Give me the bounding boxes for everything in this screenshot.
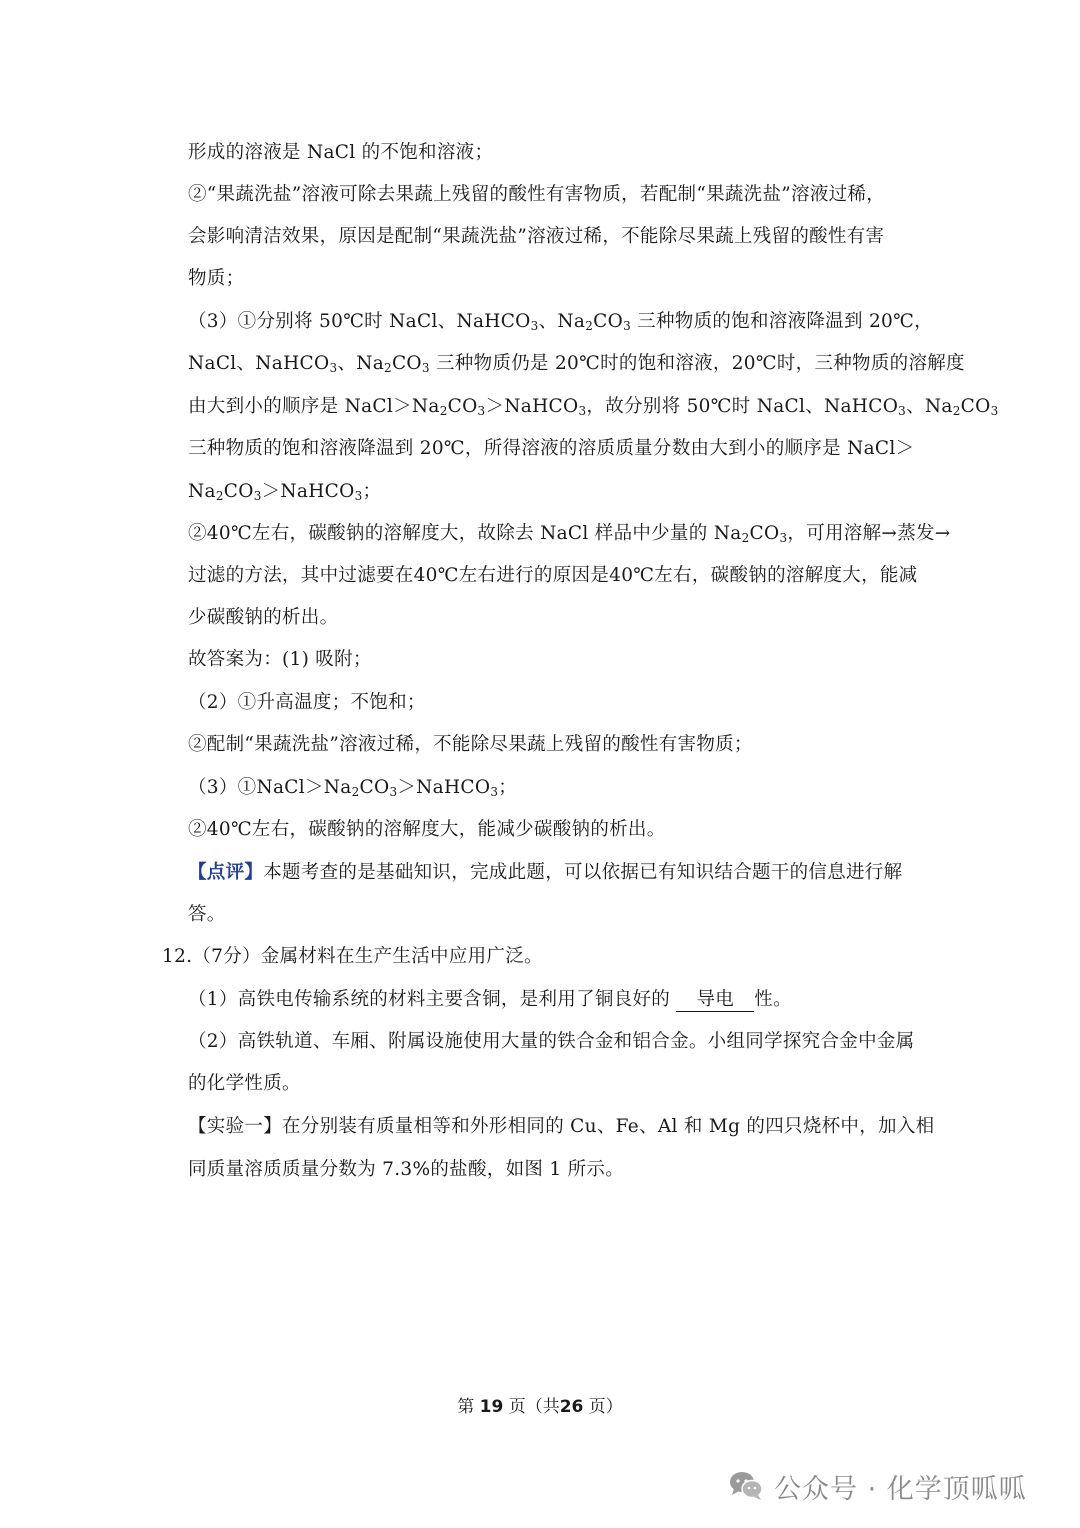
- text-line: 过滤的方法，其中过滤要在40℃左右进行的原因是40℃左右，碳酸钠的溶解度大，能减: [188, 565, 918, 586]
- wechat-icon: [728, 1470, 764, 1502]
- text-line: 会影响清洁效果，原因是配制“果蔬洗盐”溶液过稀，不能除尽果蔬上残留的酸性有害: [188, 226, 885, 247]
- question-title: 12.（7分）金属材料在生产生活中应用广泛。: [162, 946, 543, 967]
- text-line: 三种物质的饱和溶液降温到 20℃，所得溶液的溶质质量分数由大到小的顺序是 NaCl＞: [188, 438, 915, 459]
- text-line: ②“果蔬洗盐”溶液可除去果蔬上残留的酸性有害物质，若配制“果蔬洗盐”溶液过稀，: [188, 184, 886, 205]
- text-line: $Na_2CO_3>NaHCO_3$；: [188, 481, 382, 503]
- text-line: ②配制“果蔬洗盐”溶液过稀，不能除尽果蔬上残留的酸性有害物质；: [188, 734, 753, 755]
- watermark: [728, 1462, 1027, 1510]
- text-line: 【实验一】在分别装有质量相等和外形相同的 Cu、Fe、Al 和 Mg 的四只烧杯中，加入相: [188, 1116, 935, 1137]
- text-line: 故答案为：(1) 吸附；: [188, 649, 372, 670]
- text-line: 形成的溶液是 NaCl 的不饱和溶液；: [188, 142, 494, 163]
- text-line: （3）①分别将 50℃时 NaCl、NaHCO$_3$、$Na_2CO_3$ 三种物质的饱和溶液降温到 20℃，: [188, 311, 933, 333]
- comment-tag: 【点评】: [188, 862, 264, 883]
- text-line: （2）高铁轨道、车厢、附属设施使用大量的铁合金和铝合金。小组同学探究合金中金属: [188, 1031, 915, 1052]
- text-line: 少碳酸钠的析出。: [188, 607, 339, 628]
- text-line: ②40℃左右，碳酸钠的溶解度大，能减少碳酸钠的析出。: [188, 819, 666, 840]
- text-line: （2）①升高温度；不饱和；: [188, 692, 426, 713]
- text-line: 物质；: [188, 268, 245, 289]
- text-line: ②40℃左右，碳酸钠的溶解度大，故除去 NaCl 样品中少量的 $Na_2CO_3$，可用溶解→蒸发→: [188, 523, 951, 545]
- text-line: 同质量溶质质量分数为 7.3%的盐酸，如图 1 所示。: [188, 1159, 625, 1180]
- watermark-text: 公众号 · 化学顶呱呱: [774, 1473, 1027, 1505]
- text-line: 的化学性质。: [188, 1073, 301, 1094]
- text-line: （1）高铁电传输系统的材料主要含铜，是利用了铜良好的 导电 性。: [188, 989, 792, 1010]
- answer-blank: 导电: [676, 989, 754, 1012]
- comment-line: 【点评】本题考查的是基础知识，完成此题，可以依据已有知识结合题干的信息进行解: [188, 862, 903, 883]
- text-line: $(3)①NaCl>Na_2CO_3>NaHCO_3$；: [188, 777, 518, 799]
- page-footer: 第 19 页（共26 页）: [457, 1397, 623, 1417]
- text-line: 答。: [188, 904, 226, 925]
- text-line: NaCl、NaHCO$_3$、$Na_2CO_3$ 三种物质仍是 20℃时的饱和溶液，20℃时，三种物质的溶解度: [188, 353, 965, 375]
- text-line: 由大到小的顺序是 $NaCl>Na_2CO_3>NaHCO_3$，故分别将 50℃时 NaCl、NaHCO$_3$、$Na_2CO_3$: [188, 396, 999, 418]
